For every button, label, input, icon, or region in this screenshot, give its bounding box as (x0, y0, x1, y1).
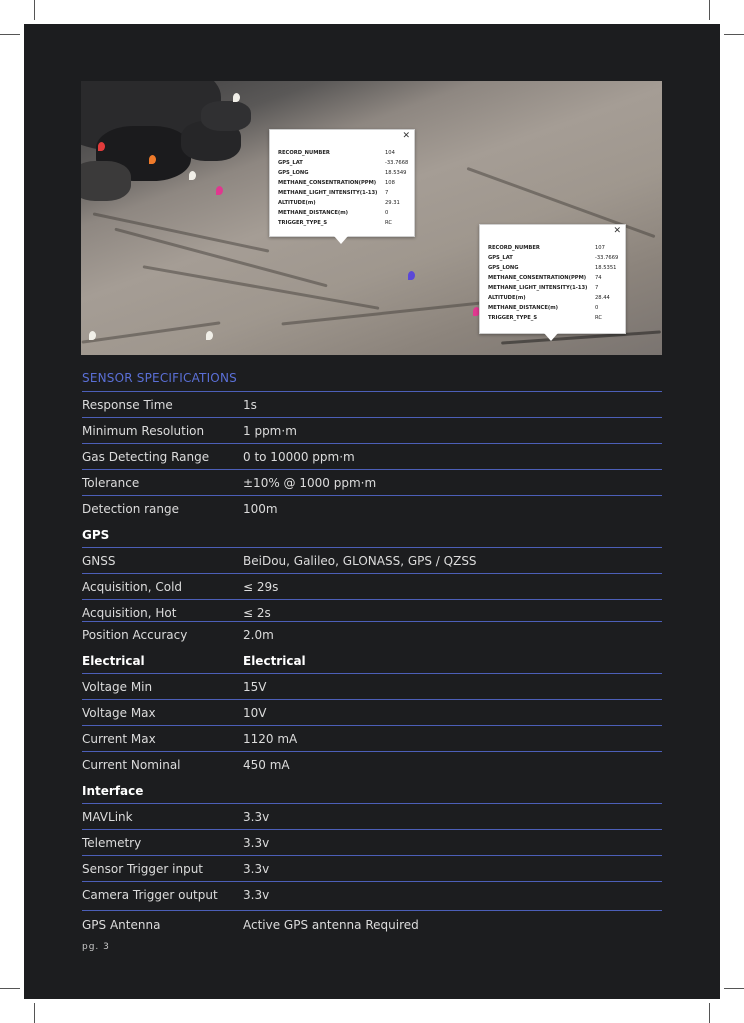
popup-field-name: GPS_LAT (278, 160, 303, 166)
spec-value: ±10% @ 1000 ppm·m (243, 476, 377, 490)
popup-field-value: 7 (385, 190, 389, 196)
spec-label: Tolerance (82, 476, 140, 490)
divider (82, 673, 662, 674)
spec-label: Position Accuracy (82, 628, 188, 642)
terrain-shadow (81, 161, 131, 201)
popup-row (488, 295, 619, 305)
spec-value: 3.3v (243, 888, 270, 902)
spec-value: 450 mA (243, 758, 290, 772)
crop-mark (0, 988, 20, 989)
spec-value: 1 ppm·m (243, 424, 297, 438)
spec-value: 3.3v (243, 810, 270, 824)
spec-label: Voltage Min (82, 680, 153, 694)
terrain-track (81, 321, 220, 343)
popup-field-value: 107 (595, 245, 605, 251)
popup-row (488, 245, 619, 255)
popup-field-value: 74 (595, 275, 602, 281)
map-pin-icon[interactable] (98, 142, 105, 151)
spec-value: ≤ 29s (243, 580, 279, 594)
divider (82, 469, 662, 470)
spec-value: 2.0m (243, 628, 274, 642)
close-icon[interactable]: ✕ (402, 131, 410, 141)
divider (82, 881, 662, 882)
popup-row (488, 275, 619, 285)
popup-field-value: 7 (595, 285, 599, 291)
spec-label: Gas Detecting Range (82, 450, 210, 464)
spec-label: Camera Trigger output (82, 888, 218, 902)
divider (82, 495, 662, 496)
spec-label: Detection range (82, 502, 180, 516)
spec-group-title: Interface (82, 784, 144, 798)
popup-row (278, 220, 408, 230)
divider (82, 417, 662, 418)
map-info-popup (269, 129, 415, 237)
divider (82, 391, 662, 392)
popup-row (488, 315, 619, 325)
crop-mark (34, 0, 35, 20)
popup-field-name: METHANE_LIGHT_INTENSITY(1-13) (278, 190, 378, 196)
spec-value: 15V (243, 680, 267, 694)
divider (82, 599, 662, 600)
terrain-track (143, 265, 380, 310)
divider (82, 443, 662, 444)
popup-field-name: GPS_LAT (488, 255, 513, 261)
spec-value: 10V (243, 706, 267, 720)
spec-label: Acquisition, Hot (82, 606, 177, 620)
spec-label: Telemetry (82, 836, 142, 850)
spec-value: 3.3v (243, 836, 270, 850)
popup-field-name: METHANE_CONSENTRATION(PPM) (278, 180, 377, 186)
popup-row (278, 190, 408, 200)
map-pin-icon[interactable] (233, 93, 240, 102)
spec-label: Response Time (82, 398, 173, 412)
crop-mark (709, 1003, 710, 1023)
popup-field-name: TRIGGER_TYPE_S (278, 220, 328, 226)
map-info-popup (479, 224, 626, 334)
spec-label: Current Nominal (82, 758, 181, 772)
map-pin-icon[interactable] (216, 186, 223, 195)
spec-value: 100m (243, 502, 278, 516)
popup-row (278, 210, 408, 220)
popup-field-name: GPS_LONG (488, 265, 519, 271)
close-icon[interactable]: ✕ (613, 226, 621, 236)
page-number: pg. 3 (82, 942, 110, 952)
popup-field-name: METHANE_DISTANCE(m) (278, 210, 349, 216)
popup-row (278, 180, 408, 190)
popup-row (278, 170, 408, 180)
divider (82, 829, 662, 830)
spec-value: 1s (243, 398, 257, 412)
terrain-track (281, 300, 500, 326)
spec-value: Active GPS antenna Required (243, 918, 419, 932)
popup-field-value: 18.5351 (595, 265, 617, 271)
popup-field-name: METHANE_CONSENTRATION(PPM) (488, 275, 587, 281)
popup-field-name: RECORD_NUMBER (488, 245, 540, 251)
spec-group-title: GPS (82, 528, 110, 542)
popup-field-value: 108 (385, 180, 395, 186)
popup-field-value: 104 (385, 150, 395, 156)
terrain-shadow (201, 101, 251, 131)
popup-row (488, 255, 619, 265)
divider (82, 910, 662, 911)
popup-row (278, 150, 408, 160)
crop-mark (709, 0, 710, 20)
spec-value: BeiDou, Galileo, GLONASS, GPS / QZSS (243, 554, 477, 568)
popup-field-name: ALTITUDE(m) (488, 295, 526, 301)
popup-field-value: -33.7668 (385, 160, 409, 166)
popup-field-name: ALTITUDE(m) (278, 200, 316, 206)
section-title: SENSOR SPECIFICATIONS (82, 371, 237, 385)
popup-field-value: 0 (595, 305, 599, 311)
spec-group-title: Electrical (243, 654, 306, 668)
popup-field-name: METHANE_DISTANCE(m) (488, 305, 559, 311)
popup-field-name: GPS_LONG (278, 170, 309, 176)
divider (82, 725, 662, 726)
divider (82, 547, 662, 548)
map-pin-icon[interactable] (408, 271, 415, 280)
divider (82, 699, 662, 700)
crop-mark (724, 34, 744, 35)
popup-row (278, 160, 408, 170)
popup-field-value: RC (385, 220, 392, 226)
popup-field-name: METHANE_LIGHT_INTENSITY(1-13) (488, 285, 588, 291)
popup-field-value: 18.5349 (385, 170, 407, 176)
spec-value: 0 to 10000 ppm·m (243, 450, 355, 464)
popup-field-value: RC (595, 315, 602, 321)
spec-group-title: Electrical (82, 654, 145, 668)
map-pin-icon[interactable] (206, 331, 213, 340)
spec-label: Minimum Resolution (82, 424, 205, 438)
spec-label: Sensor Trigger input (82, 862, 204, 876)
map-pin-icon[interactable] (189, 171, 196, 180)
popup-row (278, 200, 408, 210)
spec-value: ≤ 2s (243, 606, 271, 620)
spec-value: 1120 mA (243, 732, 298, 746)
map-pin-icon[interactable] (89, 331, 96, 340)
popup-row (488, 305, 619, 315)
crop-mark (0, 34, 20, 35)
popup-field-name: TRIGGER_TYPE_S (488, 315, 538, 321)
spec-label: GNSS (82, 554, 116, 568)
popup-row (488, 285, 619, 295)
popup-field-value: 29.31 (385, 200, 400, 206)
popup-field-name: RECORD_NUMBER (278, 150, 330, 156)
popup-field-value: 28.44 (595, 295, 610, 301)
divider (82, 803, 662, 804)
spec-label: MAVLink (82, 810, 133, 824)
crop-mark (34, 1003, 35, 1023)
popup-pointer (544, 333, 558, 341)
popup-pointer (334, 236, 348, 244)
divider (82, 621, 662, 622)
divider (82, 573, 662, 574)
spec-value: 3.3v (243, 862, 270, 876)
popup-field-value: 0 (385, 210, 389, 216)
spec-label: Voltage Max (82, 706, 156, 720)
map-pin-icon[interactable] (149, 155, 156, 164)
spec-label: Acquisition, Cold (82, 580, 183, 594)
spec-label: GPS Antenna (82, 918, 161, 932)
crop-mark (724, 988, 744, 989)
popup-field-value: -33.7669 (595, 255, 619, 261)
spec-label: Current Max (82, 732, 156, 746)
document-page (24, 24, 720, 999)
popup-row (488, 265, 619, 275)
divider (82, 751, 662, 752)
divider (82, 855, 662, 856)
aerial-map-image (81, 81, 662, 355)
